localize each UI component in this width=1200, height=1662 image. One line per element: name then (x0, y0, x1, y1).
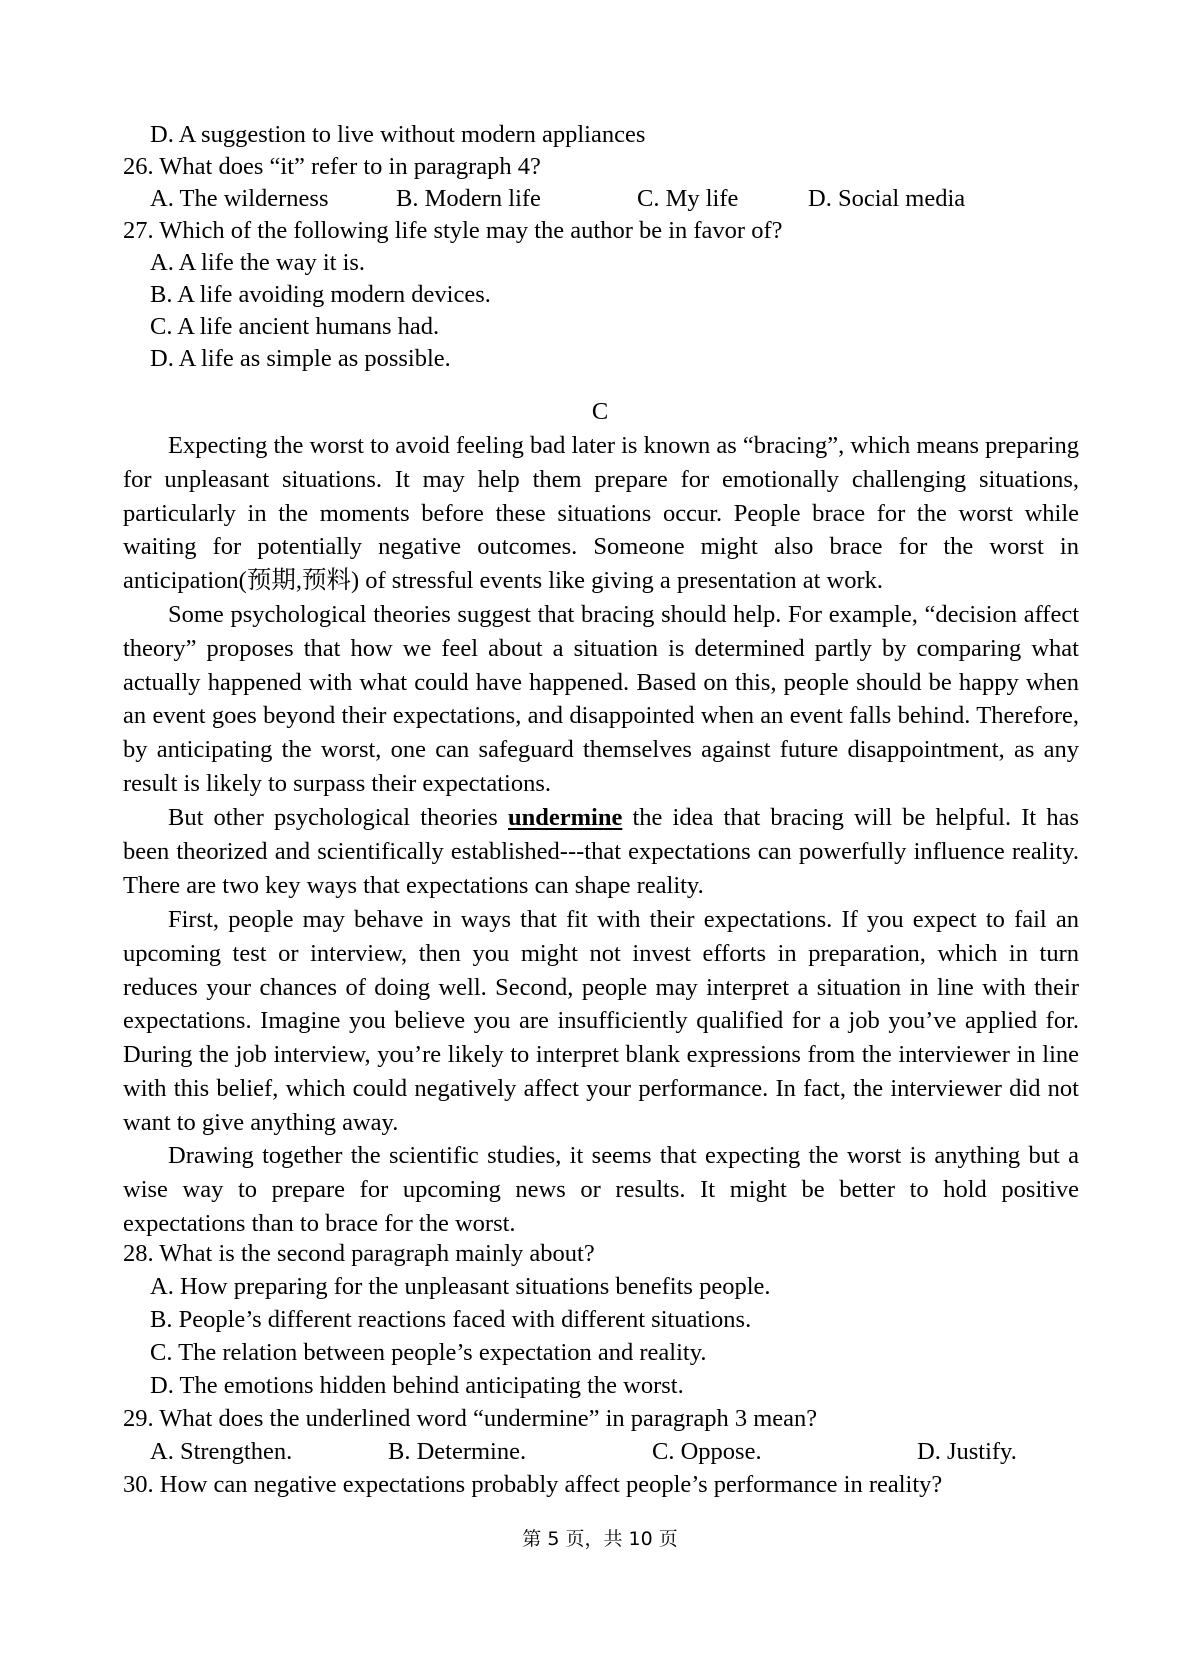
q28-option-b: B. People’s different reactions faced with different situations. (150, 1306, 752, 1333)
q26-option-c: C. My life (637, 185, 739, 212)
q26-option-d: D. Social media (808, 185, 966, 212)
q26-option-b: B. Modern life (396, 185, 541, 212)
q27-option-a: A. A life the way it is. (150, 249, 366, 276)
q29-option-a: A. Strengthen. (150, 1438, 293, 1465)
q28-option-c: C. The relation between people’s expectation and reality. (150, 1339, 707, 1366)
passage-paragraph-2: Some psychological theories suggest that bracing should help. For example, “decision affect theory” proposes that how we feel about a situation is determined partly by comparing what actually happened with what could have happened. Based on this, people should be happy when an event goes beyond their expectations, and disappointed when an event falls behind. Therefore, by anticipating the worst, one can safeguard themselves against future disappointment, as any result is likely to surpass their expectations. (123, 601, 1079, 797)
q28-option-d: D. The emotions hidden behind anticipating the worst. (150, 1372, 684, 1399)
passage-paragraph-1: Expecting the worst to avoid feeling bad later is known as “bracing”, which means preparing for unpleasant situations. It may help them prepare for emotionally challenging situations, particularly in the moments before these situations occur. People brace for the worst while waiting for potentially negative outcomes. Someone might also brace for the worst in anticipation(预期,预料) of stressful events like giving a presentation at work. (123, 432, 1079, 595)
q30-stem: 30. How can negative expectations probably affect people’s performance in reality? (123, 1471, 943, 1498)
q27-option-d: D. A life as simple as possible. (150, 345, 451, 372)
q26-stem: 26. What does “it” refer to in paragraph 4? (123, 153, 541, 180)
q27-option-c: C. A life ancient humans had. (150, 313, 440, 340)
q29-option-d: D. Justify. (917, 1438, 1017, 1465)
q29-stem: 29. What does the underlined word “undermine” in paragraph 3 mean? (123, 1405, 818, 1432)
underlined-word: undermine (507, 804, 623, 831)
section-label: C (591, 398, 609, 425)
q25-option-d: D. A suggestion to live without modern appliances (150, 121, 646, 148)
page-number: 第 5 页，共 10 页 (522, 1528, 678, 1550)
q27-stem: 27. Which of the following life style may the author be in favor of? (123, 217, 783, 244)
p3-text-after: the idea that bracing will be helpful. It has been theorized and scientifically established---that expectations can powerfully influence reality. There are two key ways that expectations can shape reality. (123, 804, 1080, 899)
q28-stem: 28. What is the second paragraph mainly about? (123, 1240, 595, 1267)
q27-option-b: B. A life avoiding modern devices. (150, 281, 491, 308)
passage-paragraph-5: Drawing together the scientific studies, it seems that expecting the worst is anything but a wise way to prepare for upcoming news or results. It might be better to hold positive expectations than to brace for the worst. (123, 1142, 1079, 1237)
p3-text-before: But other psychological theories (168, 804, 508, 831)
passage-paragraph-3 (123, 801, 1079, 902)
q29-option-c: C. Oppose. (652, 1438, 762, 1465)
q26-option-a: A. The wilderness (150, 185, 329, 212)
passage-paragraph-4: First, people may behave in ways that fit with their expectations. If you expect to fail an upcoming test or interview, then you might not invest efforts in preparation, which in turn reduces your chances of doing well. Second, people may interpret a situation in line with their expectations. Imagine you believe you are insufficiently qualified for a job you’ve applied for. During the job interview, you’re likely to interpret blank expressions from the interviewer in line with this belief, which could negatively affect your performance. In fact, the interviewer did not want to give anything away. (123, 906, 1079, 1136)
q28-option-a: A. How preparing for the unpleasant situations benefits people. (150, 1273, 771, 1300)
q29-option-b: B. Determine. (388, 1438, 527, 1465)
